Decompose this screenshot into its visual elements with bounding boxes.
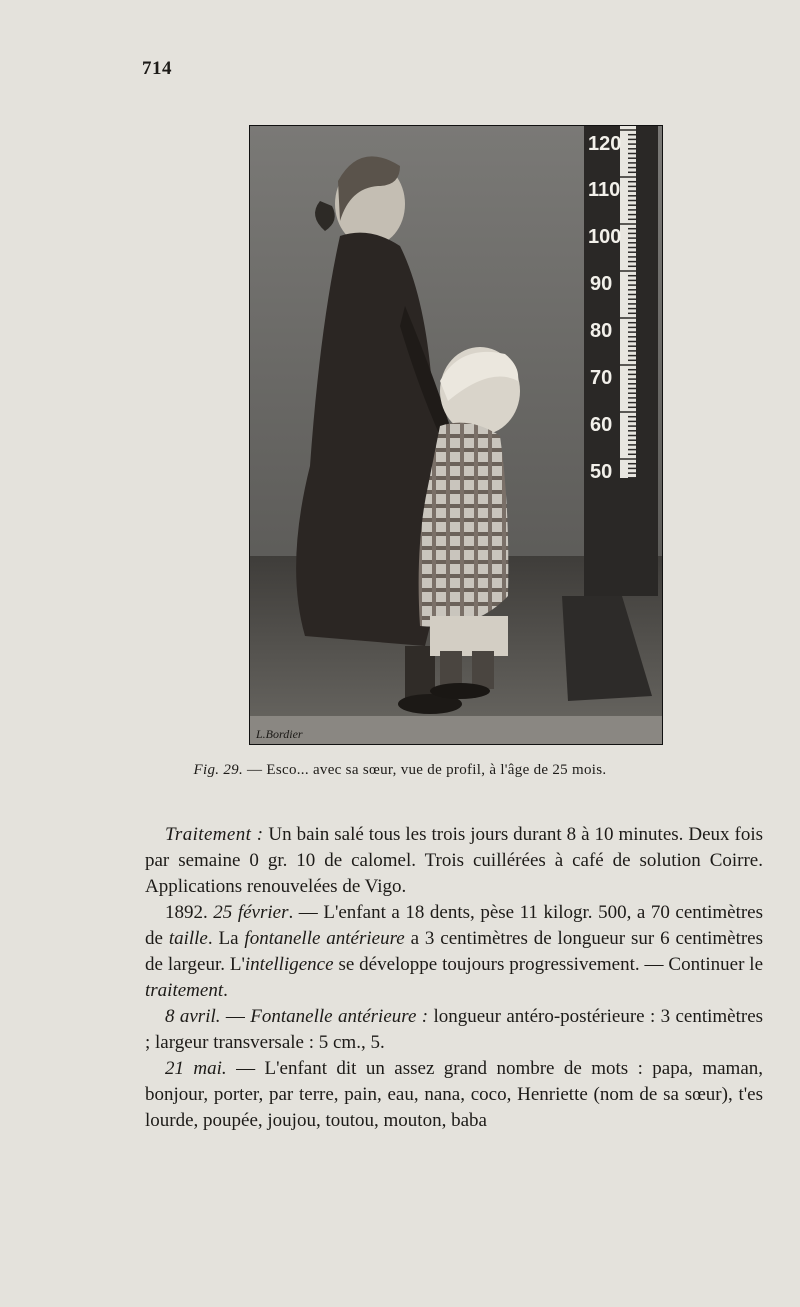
paragraph-21-mai-text: — L'enfant dit un assez grand nombre de mots : papa, maman, bonjour, porter, par terre, pain, eau, nana, coco, Henriette (nom de sa sœur), t'es lourde, poupée, joujou, toutou, mouton, baba bbox=[145, 1058, 764, 1131]
paragraph-traitement bbox=[145, 822, 763, 900]
paragraph-1892-d: se développe toujours progressivement. — Continuer le bbox=[333, 954, 763, 975]
paragraph-1892-b: . La bbox=[207, 928, 245, 949]
page-number: 714 bbox=[142, 58, 172, 79]
figure-caption-text: — Esco... avec sa sœur, vue de profil, à l'âge de 25 mois. bbox=[243, 762, 607, 778]
scale-mark-50: 50 bbox=[590, 461, 613, 483]
photo-illustration bbox=[250, 126, 662, 744]
date-21-mai: 21 mai. bbox=[165, 1058, 227, 1079]
scale-mark-120: 120 bbox=[588, 133, 622, 155]
year-1892: 1892. bbox=[165, 902, 214, 923]
photographer-signature: L.Bordier bbox=[256, 727, 303, 741]
scale-mark-110: 110 bbox=[588, 179, 621, 201]
figure-label: Fig. 29. bbox=[193, 762, 243, 778]
paragraph-8-avril-text: longueur antéro-postérieure : 3 centimètres ; largeur transversale : 5 cm., 5. bbox=[145, 1006, 764, 1053]
word-traitement: traitement bbox=[145, 980, 224, 1001]
traitement-label: Traitement : bbox=[165, 824, 264, 845]
scale-mark-90: 90 bbox=[590, 273, 613, 295]
word-intelligence: intelligence bbox=[244, 954, 334, 975]
paragraph-1892 bbox=[145, 900, 763, 1004]
traitement-text: Un bain salé tous les trois jours durant 8 à 10 minutes. Deux fois par semaine 0 gr. 10 de calomel. Trois cuillérées à café de solution Coirre. Applications renouvelées de Vigo. bbox=[145, 824, 763, 897]
paragraph-1892-a: . — L'enfant a 18 dents, pèse 11 kilogr. 500, a 70 centimètres de bbox=[145, 902, 763, 949]
paragraph-8-avril bbox=[145, 1004, 763, 1056]
paragraph-8-avril-dash: — bbox=[220, 1006, 251, 1027]
scale-mark-80: 80 bbox=[590, 320, 613, 342]
scale-mark-100: 100 bbox=[588, 226, 622, 248]
paragraph-21-mai bbox=[145, 1056, 763, 1134]
date-8-avril: 8 avril. bbox=[165, 1006, 221, 1027]
scale-mark-60: 60 bbox=[590, 414, 613, 436]
figure-photograph bbox=[249, 125, 663, 745]
paragraph-1892-c: a 3 centimètres de longueur sur 6 centimètres de largeur. L' bbox=[145, 928, 764, 975]
figure-caption bbox=[0, 762, 800, 779]
scale-mark-70: 70 bbox=[590, 367, 613, 389]
word-taille: taille bbox=[168, 928, 208, 949]
word-fontanelle: fontanelle antérieure bbox=[244, 928, 405, 949]
body-text bbox=[145, 822, 763, 1134]
fontanelle-label: Fontanelle antérieure : bbox=[250, 1006, 429, 1027]
date-25-fevrier: 25 février bbox=[213, 902, 289, 923]
paragraph-1892-e: . bbox=[223, 980, 228, 1001]
